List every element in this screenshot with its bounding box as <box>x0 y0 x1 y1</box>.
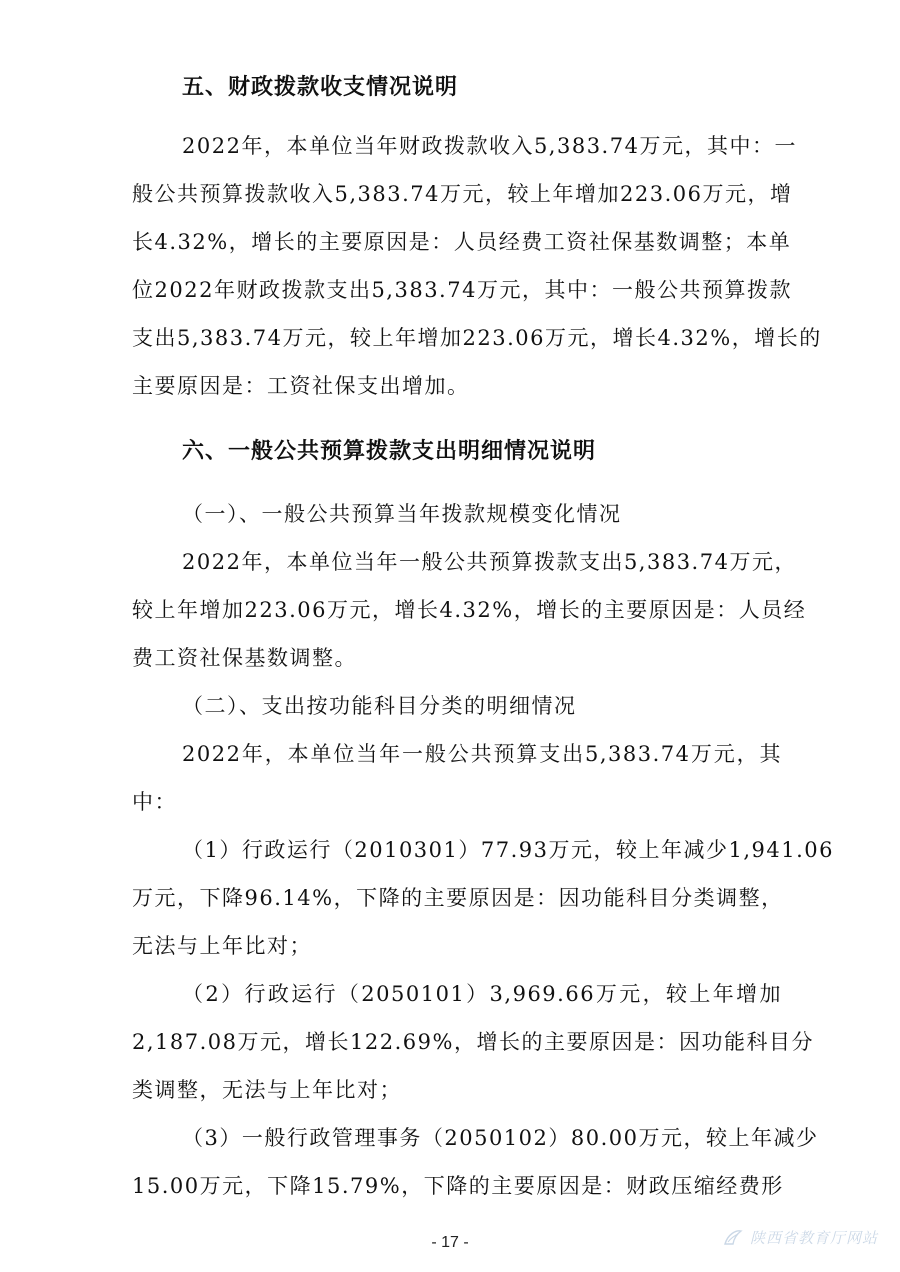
list-item-line: （2）行政运行（2050101）3,969.66万元，较上年增加 <box>182 982 782 1006</box>
subsection-title: （二）、支出按功能科目分类的明细情况 <box>182 694 577 718</box>
list-item-line: 万元，下降96.14%，下降的主要原因是：因功能科目分类调整， <box>132 886 784 910</box>
page-number: - 17 - <box>431 1234 469 1251</box>
watermark <box>722 1226 878 1248</box>
list-item-line: 无法与上年比对； <box>132 934 312 958</box>
subsection-title: （一）、一般公共预算当年拨款规模变化情况 <box>182 502 622 526</box>
paragraph-line: 中： <box>132 790 177 814</box>
paragraph-line: 较上年增加223.06万元，增长4.32%，增长的主要原因是：人员经 <box>132 598 807 622</box>
section-heading-6: 六、一般公共预算拨款支出明细情况说明 <box>182 439 597 464</box>
section-6-body <box>132 490 835 1210</box>
list-item-line: 类调整，无法与上年比对； <box>132 1078 402 1102</box>
list-item-line: 2,187.08万元，增长122.69%，增长的主要原因是：因功能科目分 <box>132 1030 814 1054</box>
list-item-line: 15.00万元，下降15.79%，下降的主要原因是：财政压缩经费形 <box>132 1174 784 1198</box>
paragraph-line: 2022年，本单位当年一般公共预算拨款支出5,383.74万元， <box>182 550 797 574</box>
paragraph-line: 长4.32%，增长的主要原因是：人员经费工资社保基数调整；本单 <box>132 230 792 254</box>
paragraph-line: 位2022年财政拨款支出5,383.74万元，其中：一般公共预算拨款 <box>132 278 792 302</box>
list-item-line: （1）行政运行（2010301）77.93万元，较上年减少1,941.06 <box>182 838 835 862</box>
paragraph-line: 2022年，本单位当年财政拨款收入5,383.74万元，其中：一 <box>182 134 797 158</box>
paragraph-line: 支出5,383.74万元，较上年增加223.06万元，增长4.32%，增长的 <box>132 326 822 350</box>
watermark-logo-icon <box>722 1226 744 1248</box>
list-item-line: （3）一般行政管理事务（2050102）80.00万元，较上年减少 <box>182 1126 819 1150</box>
paragraph-line: 般公共预算拨款收入5,383.74万元，较上年增加223.06万元，增 <box>132 182 793 206</box>
section-5-body <box>132 122 822 410</box>
section-heading-5: 五、财政拨款收支情况说明 <box>182 75 459 100</box>
paragraph-line: 费工资社保基数调整。 <box>132 646 357 670</box>
watermark-text: 陕西省教育厅网站 <box>749 1228 878 1247</box>
paragraph-line: 主要原因是：工资社保支出增加。 <box>132 374 470 398</box>
paragraph-line: 2022年，本单位当年一般公共预算支出5,383.74万元，其 <box>182 742 782 766</box>
